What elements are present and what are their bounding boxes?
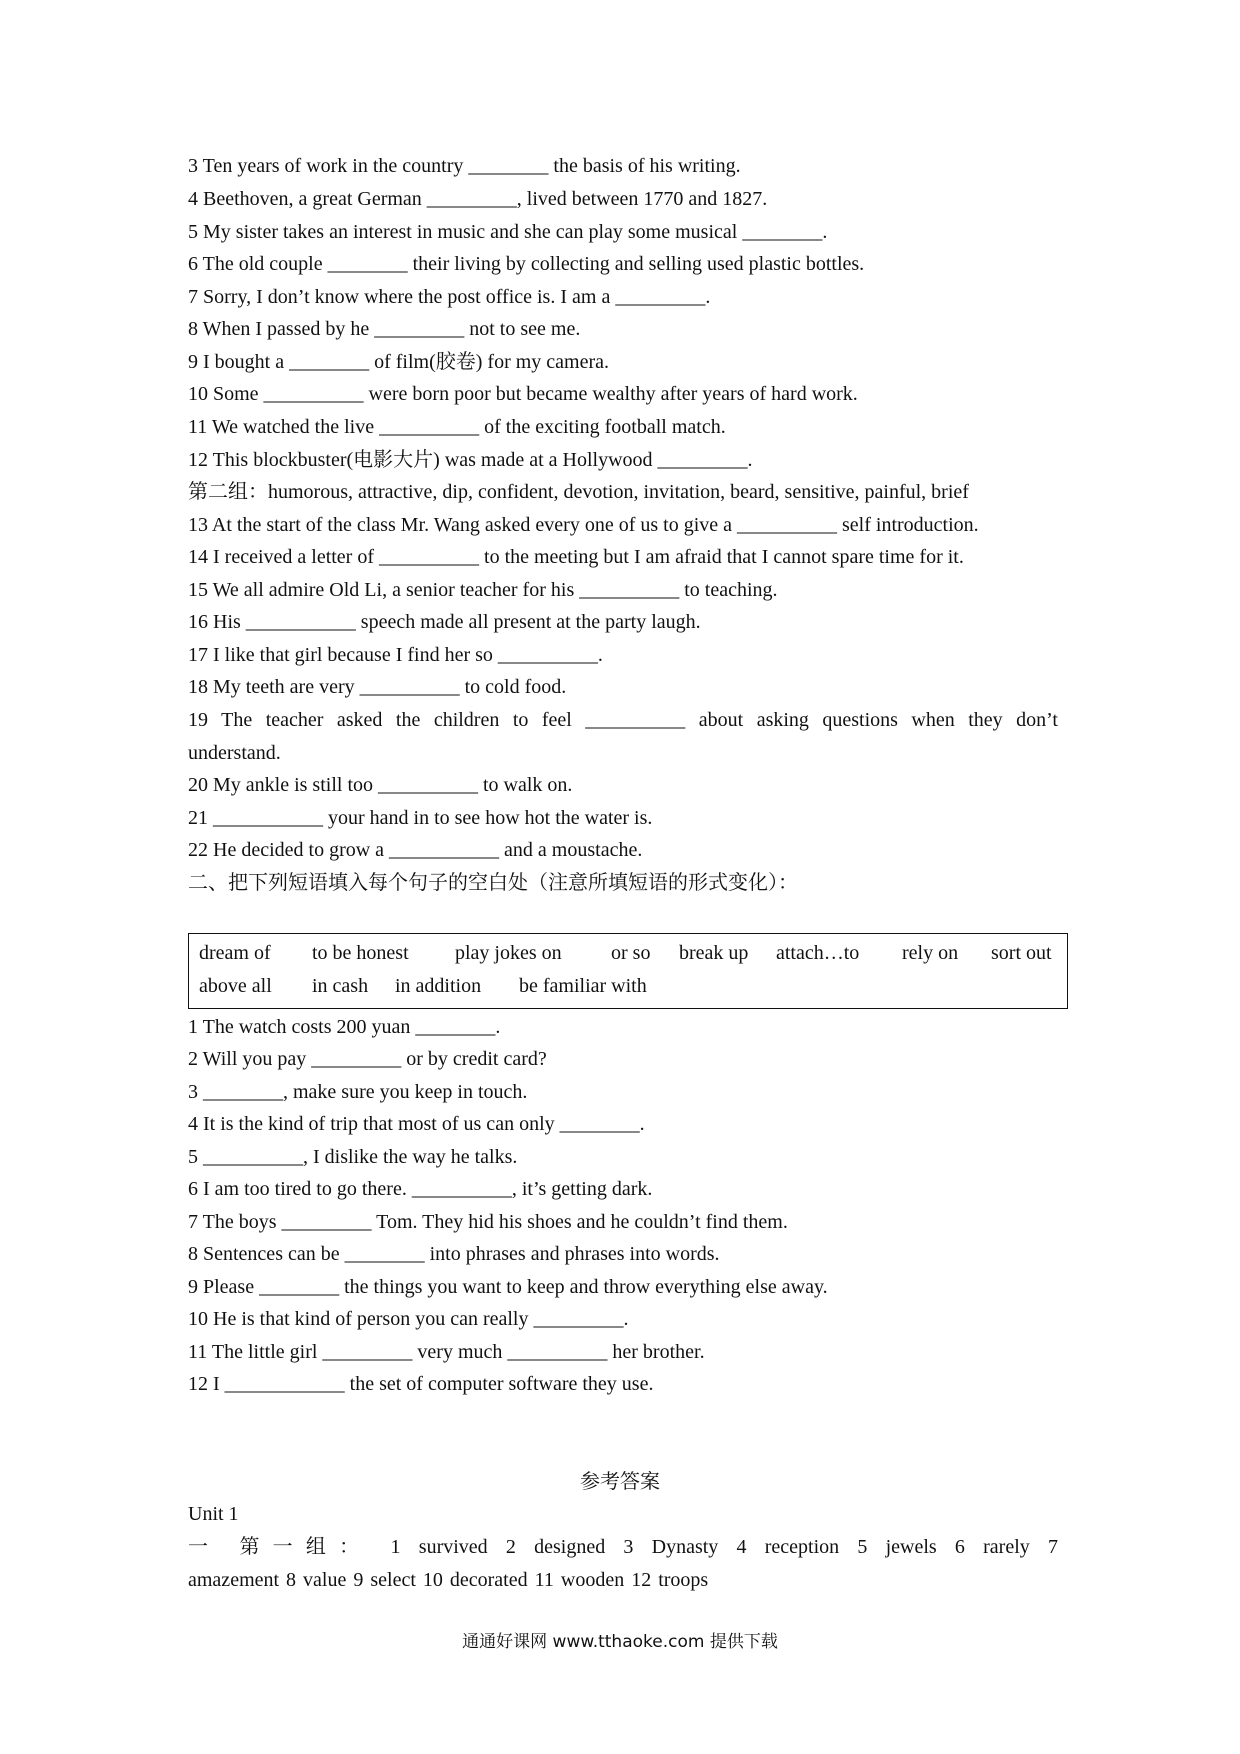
sentence-21: 21 ___________ your hand in to see how hot the water is. bbox=[188, 807, 653, 829]
answers-line-1: 一 第一组： 1 survived 2 designed 3 Dynasty 4 reception 5 jewels 6 rarely 7 bbox=[188, 1536, 1058, 1558]
phrase-sentence-10: 10 He is that kind of person you can really _________. bbox=[188, 1308, 629, 1330]
sentence-3: 3 Ten years of work in the country ________ the basis of his writing. bbox=[188, 155, 741, 177]
phrase-item: in addition bbox=[395, 975, 482, 997]
sentence-19: 19 The teacher asked the children to feel __________ about asking questions when they don’t bbox=[188, 709, 1058, 731]
phrase-sentence-3: 3 ________, make sure you keep in touch. bbox=[188, 1081, 528, 1103]
phrase-item: above all bbox=[199, 975, 272, 997]
sentence-16: 16 His ___________ speech made all present at the party laugh. bbox=[188, 611, 701, 633]
section2-heading: 二、把下列短语填入每个句子的空白处（注意所填短语的形式变化）： bbox=[188, 872, 798, 894]
sentence-22: 22 He decided to grow a ___________ and a moustache. bbox=[188, 839, 643, 861]
phrase-sentence-6: 6 I am too tired to go there. __________, it’s getting dark. bbox=[188, 1178, 653, 1200]
sentence-15: 15 We all admire Old Li, a senior teacher for his __________ to teaching. bbox=[188, 579, 778, 601]
answers-title: 参考答案 bbox=[580, 1471, 660, 1493]
sentence-17: 17 I like that girl because I find her so __________. bbox=[188, 644, 603, 666]
sentence-11: 11 We watched the live __________ of the exciting football match. bbox=[188, 416, 726, 438]
phrase-item: sort out bbox=[991, 942, 1052, 964]
phrase-bank bbox=[188, 933, 1068, 1009]
phrase-sentence-12: 12 I ____________ the set of computer software they use. bbox=[188, 1373, 654, 1395]
answers-unit: Unit 1 bbox=[188, 1503, 239, 1525]
sentence-13: 13 At the start of the class Mr. Wang asked every one of us to give a __________ self introduction. bbox=[188, 514, 979, 536]
sentence-12: 12 This blockbuster(电影大片) was made at a Hollywood _________. bbox=[188, 449, 753, 471]
group2-word-list: 第二组：humorous, attractive, dip, confident, devotion, invitation, beard, sensitive, painful, brief bbox=[188, 481, 969, 503]
phrase-item: attach…to bbox=[776, 942, 860, 964]
phrase-item: or so bbox=[611, 942, 651, 964]
phrase-item: rely on bbox=[902, 942, 959, 964]
sentence-4: 4 Beethoven, a great German _________, lived between 1770 and 1827. bbox=[188, 188, 768, 210]
phrase-item: dream of bbox=[199, 942, 271, 964]
phrase-item: play jokes on bbox=[455, 942, 562, 964]
sentence-20: 20 My ankle is still too __________ to walk on. bbox=[188, 774, 573, 796]
phrase-sentence-8: 8 Sentences can be ________ into phrases and phrases into words. bbox=[188, 1243, 720, 1265]
phrase-item: to be honest bbox=[312, 942, 409, 964]
sentence-10: 10 Some __________ were born poor but became wealthy after years of hard work. bbox=[188, 383, 858, 405]
phrase-sentence-9: 9 Please ________ the things you want to keep and throw everything else away. bbox=[188, 1276, 828, 1298]
sentence-5: 5 My sister takes an interest in music and she can play some musical ________. bbox=[188, 221, 828, 243]
phrase-sentence-4: 4 It is the kind of trip that most of us can only ________. bbox=[188, 1113, 645, 1135]
footer-credit: 通通好课网 www.tthaoke.com 提供下载 bbox=[462, 1632, 778, 1652]
sentence-19-continued: understand. bbox=[188, 742, 281, 764]
sentence-6: 6 The old couple ________ their living by collecting and selling used plastic bottles. bbox=[188, 253, 865, 275]
phrase-item: break up bbox=[679, 942, 749, 964]
phrase-sentence-1: 1 The watch costs 200 yuan ________. bbox=[188, 1016, 501, 1038]
sentence-18: 18 My teeth are very __________ to cold food. bbox=[188, 676, 567, 698]
answers-line-2: amazement 8 value 9 select 10 decorated 11 wooden 12 troops bbox=[188, 1569, 709, 1591]
phrase-sentence-2: 2 Will you pay _________ or by credit card? bbox=[188, 1048, 547, 1070]
phrase-item: be familiar with bbox=[519, 975, 647, 997]
sentence-9: 9 I bought a ________ of film(胶卷) for my camera. bbox=[188, 351, 610, 373]
sentence-14: 14 I received a letter of __________ to the meeting but I am afraid that I cannot spare time for it. bbox=[188, 546, 964, 568]
phrase-item: in cash bbox=[312, 975, 369, 997]
phrase-sentence-7: 7 The boys _________ Tom. They hid his shoes and he couldn’t find them. bbox=[188, 1211, 788, 1233]
sentence-8: 8 When I passed by he _________ not to see me. bbox=[188, 318, 581, 340]
phrase-sentence-5: 5 __________, I dislike the way he talks. bbox=[188, 1146, 518, 1168]
sentence-7: 7 Sorry, I don’t know where the post office is. I am a _________. bbox=[188, 286, 711, 308]
phrase-sentence-11: 11 The little girl _________ very much __________ her brother. bbox=[188, 1341, 705, 1363]
